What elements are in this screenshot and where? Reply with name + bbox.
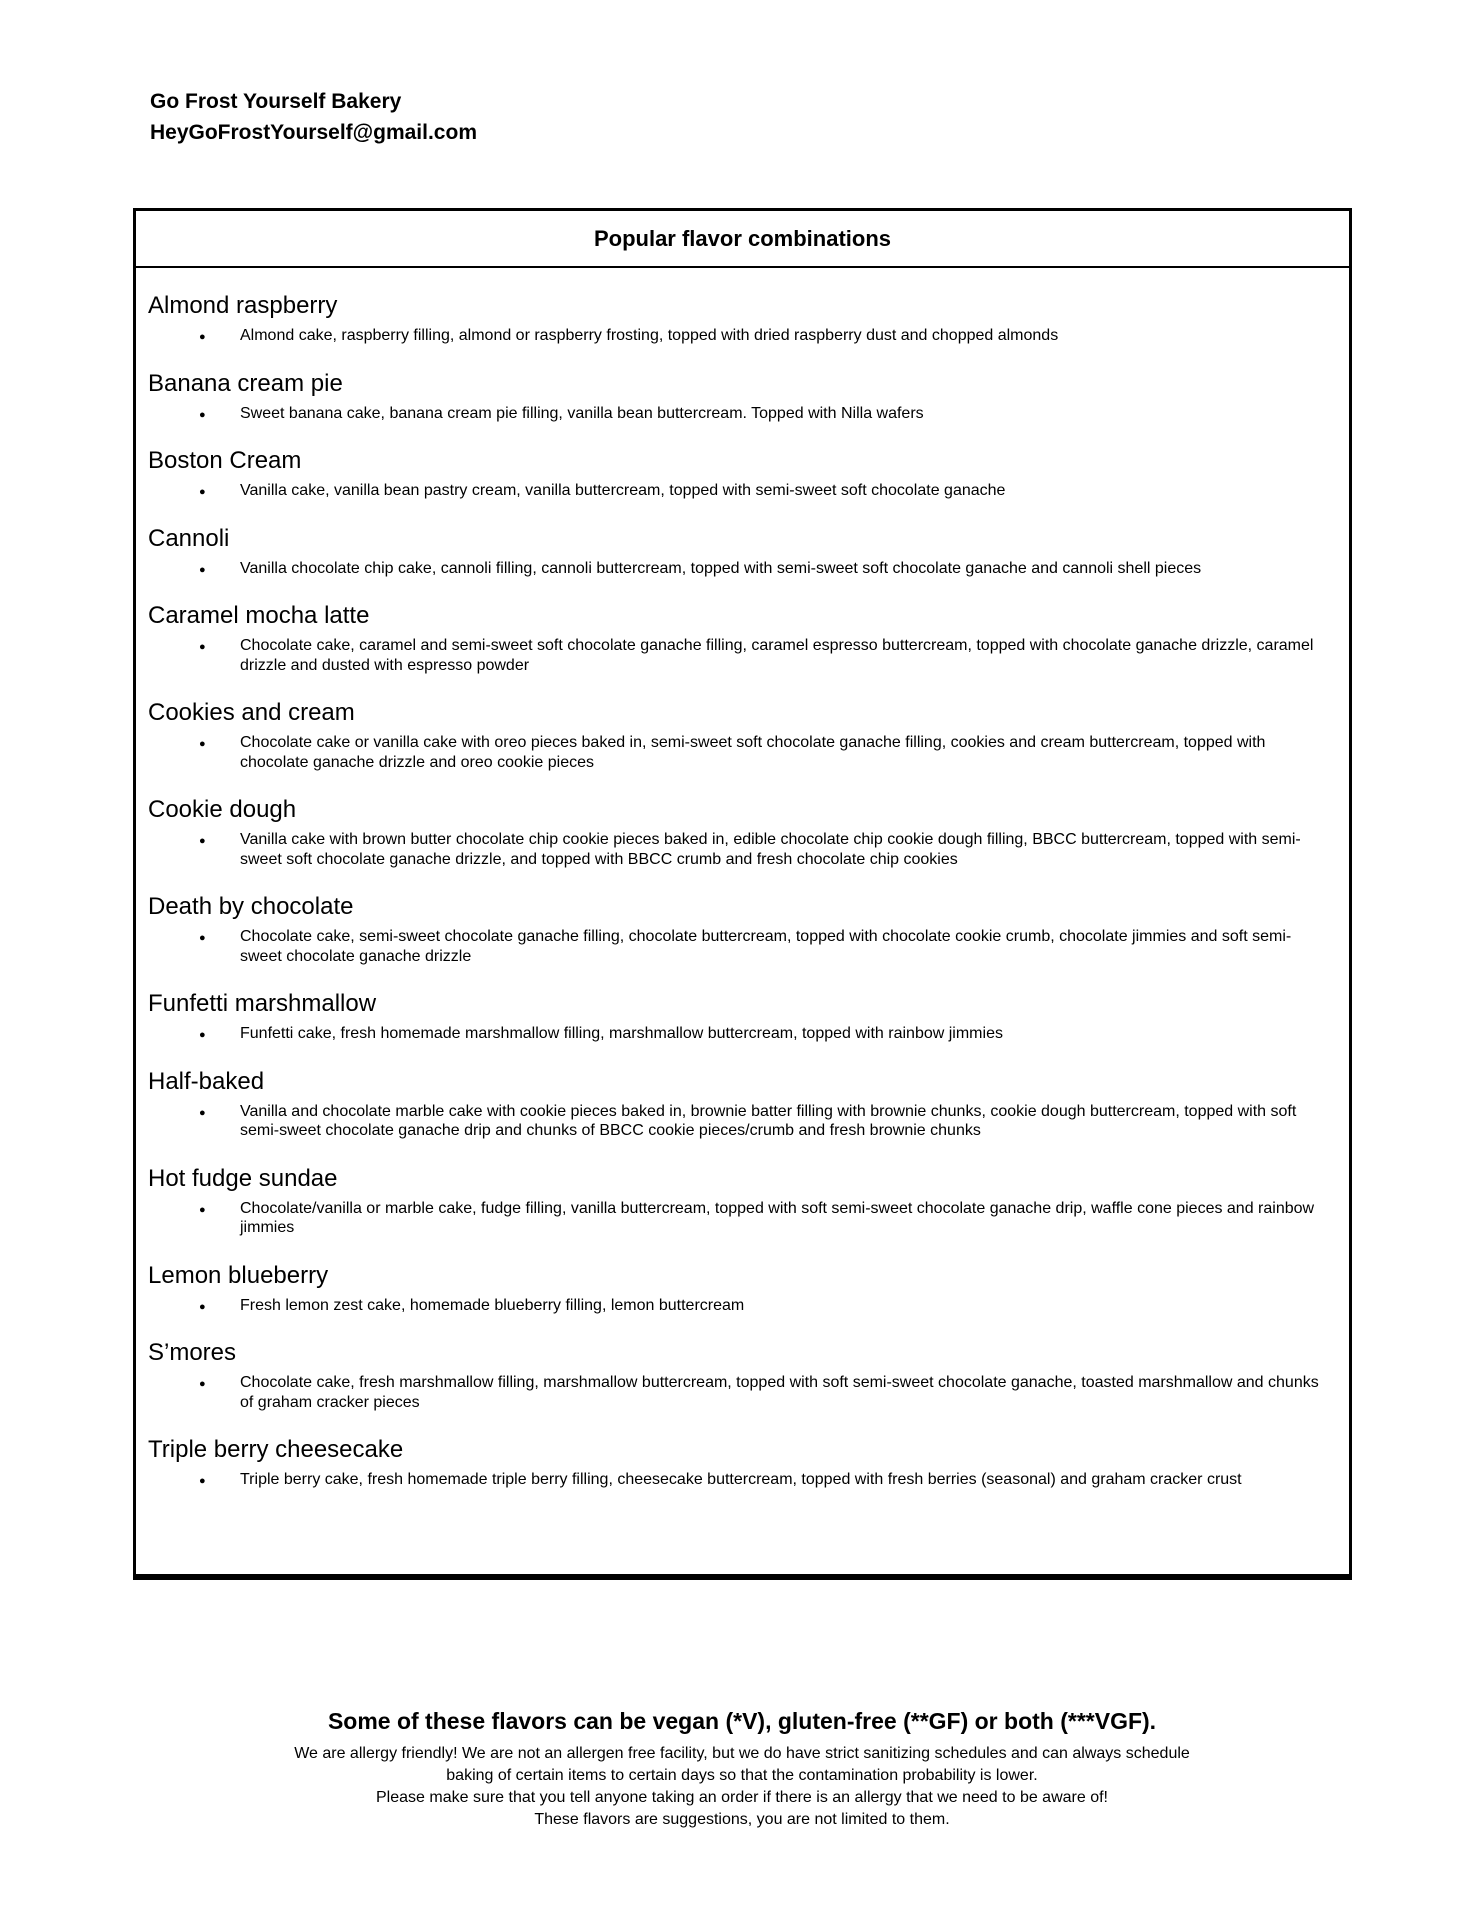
- item-description-row: [148, 326, 1332, 346]
- footer-note-line: We are allergy friendly! We are not an allergen free facility, but we do have strict sanitizing schedules and can always schedule: [294, 1745, 1190, 1762]
- table-title: Popular flavor combinations: [136, 211, 1349, 268]
- item-description-row: [148, 481, 1332, 501]
- item-name: Funfetti marshmallow: [148, 990, 377, 1017]
- item-description-row: [148, 733, 1332, 772]
- item-name: Caramel mocha latte: [148, 602, 370, 629]
- item-description: Chocolate cake, caramel and semi-sweet soft chocolate ganache filling, caramel espresso buttercream, topped with chocolate ganache drizzle, caramel drizzle and dusted with espresso powder: [240, 637, 1314, 674]
- item-description: Vanilla cake with brown butter chocolate chip cookie pieces baked in, edible chocolate chip cookie dough filling, BBCC buttercream, topped with semi-sweet soft chocolate ganache drizzle, and topped with BBCC crumb and fresh chocolate chip cookies: [240, 831, 1301, 868]
- flavor-combinations-table: [133, 208, 1352, 1580]
- footer: [0, 1706, 1484, 1831]
- bullet-icon: ●: [199, 1300, 206, 1313]
- menu-item: [148, 1165, 1332, 1238]
- item-name: Cannoli: [148, 524, 230, 552]
- menu-item: [148, 699, 1332, 772]
- bullet-icon: ●: [199, 1378, 206, 1390]
- item-name: Cookies and cream: [148, 699, 355, 726]
- footer-note-line: These flavors are suggestions, you are not limited to them.: [534, 1811, 950, 1828]
- bullet-icon: ●: [199, 1203, 206, 1216]
- item-name: Triple berry cheesecake: [148, 1436, 404, 1463]
- item-name: Half-baked: [148, 1067, 265, 1095]
- menu-item: [148, 893, 1332, 966]
- bullet-icon: ●: [199, 331, 206, 343]
- item-description: Chocolate cake or vanilla cake with oreo pieces baked in, semi-sweet soft chocolate ganache filling, cookies and cream buttercream, topped with chocolate ganache drizzle and oreo cookie pieces: [240, 734, 1266, 771]
- item-name: Lemon blueberry: [148, 1261, 329, 1289]
- menu-item: [148, 1262, 1332, 1316]
- bullet-icon: ●: [199, 932, 206, 944]
- item-description-row: [148, 1024, 1332, 1044]
- menu-item: [148, 602, 1332, 675]
- item-description-row: [148, 559, 1332, 579]
- footer-note-line: baking of certain items to certain days so that the contamination probability is lower.: [446, 1767, 1038, 1784]
- menu-item: [148, 370, 1332, 424]
- item-name: Hot fudge sundae: [148, 1164, 338, 1192]
- item-name: S’mores: [148, 1339, 237, 1366]
- item-description-row: [148, 927, 1332, 966]
- document-header: [150, 86, 477, 148]
- item-name: Banana cream pie: [148, 369, 343, 397]
- bullet-icon: ●: [199, 486, 206, 498]
- menu-item: [148, 796, 1332, 869]
- business-email: HeyGoFrostYourself@gmail.com: [150, 121, 477, 144]
- menu-item: [148, 292, 1332, 346]
- item-name: Death by chocolate: [148, 893, 354, 920]
- item-description-row: [148, 636, 1332, 675]
- item-description: Vanilla cake, vanilla bean pastry cream, vanilla buttercream, topped with semi-sweet soft chocolate ganache: [240, 482, 1006, 499]
- item-description-row: [148, 1102, 1332, 1141]
- item-description: Almond cake, raspberry filling, almond or raspberry frosting, topped with dried raspberry dust and chopped almonds: [240, 327, 1059, 344]
- menu-item: [148, 1339, 1332, 1412]
- item-name: Cookie dough: [148, 796, 297, 823]
- item-description: Chocolate/vanilla or marble cake, fudge filling, vanilla buttercream, topped with soft semi-sweet chocolate ganache drip, waffle cone pieces and rainbow jimmies: [240, 1199, 1315, 1236]
- item-name: Almond raspberry: [148, 292, 338, 319]
- item-description: Chocolate cake, fresh marshmallow filling, marshmallow buttercream, topped with soft semi-sweet chocolate ganache, toasted marshmallow and chunks of graham cracker pieces: [240, 1374, 1319, 1411]
- business-name: Go Frost Yourself Bakery: [150, 90, 402, 113]
- footer-note-line: Please make sure that you tell anyone taking an order if there is an allergy that we need to be aware of!: [376, 1789, 1108, 1806]
- bullet-icon: ●: [199, 1029, 206, 1041]
- footer-headline: Some of these flavors can be vegan (*V), gluten-free (**GF) or both (***VGF).: [327, 1708, 1157, 1734]
- menu-item: [148, 447, 1332, 501]
- item-name: Boston Cream: [148, 447, 302, 474]
- menu-item: [148, 525, 1332, 579]
- item-description: Chocolate cake, semi-sweet chocolate ganache filling, chocolate buttercream, topped with chocolate cookie crumb, chocolate jimmies and soft semi-sweet chocolate ganache drizzle: [240, 928, 1292, 965]
- menu-item: [148, 990, 1332, 1044]
- bullet-icon: ●: [199, 563, 206, 576]
- item-description-row: [148, 1470, 1332, 1490]
- item-description: Fresh lemon zest cake, homemade blueberry filling, lemon buttercream: [240, 1296, 745, 1314]
- item-description-row: [148, 1296, 1332, 1316]
- bullet-icon: ●: [199, 408, 206, 421]
- item-description-row: [148, 830, 1332, 869]
- item-description-row: [148, 1373, 1332, 1412]
- menu-items: [136, 268, 1349, 1490]
- menu-item: [148, 1436, 1332, 1490]
- item-description: Vanilla and chocolate marble cake with cookie pieces baked in, brownie batter filling with brownie chunks, cookie dough buttercream, topped with soft semi-sweet chocolate ganache drip and chunks of BBCC cookie pieces/crumb and fresh brownie chunks: [240, 1102, 1297, 1139]
- item-description: Triple berry cake, fresh homemade triple berry filling, cheesecake buttercream, topped with fresh berries (seasonal) and graham cracker crust: [240, 1471, 1242, 1488]
- item-description: Sweet banana cake, banana cream pie filling, vanilla bean buttercream. Topped with Nilla wafers: [240, 404, 924, 422]
- bullet-icon: ●: [199, 835, 206, 847]
- footer-notes: [0, 1743, 1484, 1831]
- item-description: Vanilla chocolate chip cake, cannoli filling, cannoli buttercream, topped with semi-sweet soft chocolate ganache and cannoli shell pieces: [240, 559, 1202, 577]
- bullet-icon: ●: [199, 641, 206, 653]
- bullet-icon: ●: [199, 738, 206, 750]
- menu-item: [148, 1068, 1332, 1141]
- item-description-row: [148, 1199, 1332, 1238]
- bullet-icon: ●: [199, 1475, 206, 1487]
- item-description: Funfetti cake, fresh homemade marshmallow filling, marshmallow buttercream, topped with rainbow jimmies: [240, 1025, 1003, 1042]
- bullet-icon: ●: [199, 1106, 206, 1119]
- item-description-row: [148, 404, 1332, 424]
